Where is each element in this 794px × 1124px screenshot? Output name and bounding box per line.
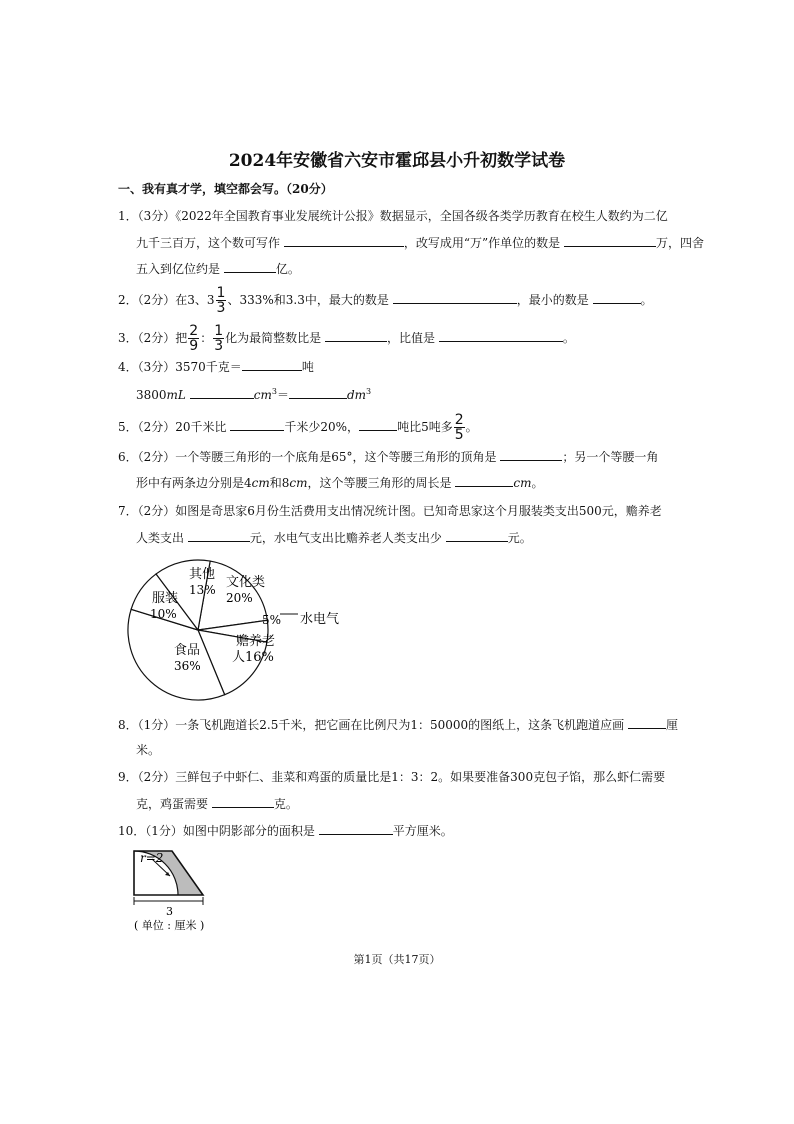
q3-blank-value[interactable] (439, 329, 563, 342)
q1-text: 亿。 (275, 262, 300, 276)
q1-blank-number[interactable] (284, 234, 404, 247)
unit-caption: ( 单位 : 厘米 ) (134, 919, 205, 932)
q3-text: 化为最简整数比是 (225, 331, 322, 345)
section-heading: 一、我有真才学，填空都会写。（20分） (118, 182, 333, 196)
q6-text: 和8 (269, 476, 290, 490)
q2-text: 。 (640, 293, 653, 307)
q2-text: 2．（2分）在3、3 (118, 293, 215, 307)
q2-blank-min[interactable] (593, 291, 641, 304)
q6-line2 (136, 474, 543, 491)
q6-text: ；另一个等腰一角 (562, 450, 659, 464)
q3-fraction-1: $\frac{2}{9}$ (189, 323, 199, 354)
q7-text: 人类支出 (136, 531, 185, 545)
q6-text: ，这个等腰三角形的周长是 (307, 476, 452, 490)
q5-text: 吨比5吨多 (397, 420, 453, 434)
q5-line (118, 413, 478, 442)
base-label: 3 (166, 905, 173, 918)
q4-sup: 3 (271, 387, 277, 396)
label-other: 其他 (189, 567, 216, 582)
page-footer: 第1页（共17页） (353, 953, 441, 966)
q3-line (118, 324, 575, 353)
q4-unit: cm (253, 388, 272, 402)
label-food-pct: 36% (174, 659, 201, 673)
label-culture-pct: 20% (226, 591, 253, 605)
page-title: 2024年安徽省六安市霍邱县小升初数学试卷 (228, 151, 566, 171)
q7-blank-elder[interactable] (188, 529, 250, 542)
q4-unit: dm (346, 388, 367, 402)
q4-blank-ton[interactable] (242, 358, 302, 371)
q4-line2 (136, 384, 371, 403)
q6-unit: cm (251, 476, 270, 490)
q3-text: 3．（2分）把 (118, 331, 188, 345)
q10-blank[interactable] (319, 822, 393, 835)
label-clothes-pct: 10% (150, 607, 177, 621)
q2-fraction: $\frac{1}{3}$ (216, 285, 226, 316)
q7-line2 (136, 529, 532, 546)
q3-text: 。 (562, 331, 575, 345)
q10-text: 平方厘米。 (392, 824, 453, 838)
q1-blank-yi[interactable] (224, 260, 276, 273)
q1-line3 (136, 260, 300, 277)
q4-text: 4．（3分）3570千克＝ (118, 360, 242, 374)
q5-text: 。 (465, 420, 478, 434)
q10-text: 10．（1分）如图中阴影部分的面积是 (118, 824, 315, 838)
q5-blank-ton[interactable] (359, 418, 397, 431)
label-culture: 文化类 (226, 575, 266, 590)
q8-line1 (118, 716, 678, 733)
q6-text: 6．（2分）一个等腰三角形的一个底角是65°，这个等腰三角形的顶角是 (118, 450, 497, 464)
q4-unit: mL (166, 388, 186, 402)
q4-blank-cm3[interactable] (190, 386, 254, 399)
q3-text: ，比值是 (386, 331, 435, 345)
q6-text: 。 (531, 476, 544, 490)
q6-blank-angle[interactable] (500, 448, 562, 461)
label-clothes: 服装 (152, 591, 179, 606)
q1-text: 五入到亿位约是 (136, 262, 221, 276)
label-utility: 水电气 (300, 612, 340, 627)
q9-line1: 9．（2分）三鲜包子中虾仁、韭菜和鸡蛋的质量比是1：3：2。如果要准备300克包子馅，那么虾仁需要 (118, 770, 666, 784)
q7-blank-diff[interactable] (446, 529, 508, 542)
trapezoid-figure (130, 845, 230, 933)
q4-text: 3800 (136, 388, 167, 402)
q7-text: 元，水电气支出比赡养老人类支出少 (249, 531, 442, 545)
q3-sep: ： (200, 331, 213, 345)
q5-text: 千米少20%， (284, 420, 360, 434)
q3-blank-ratio[interactable] (325, 329, 387, 342)
pie-chart (126, 552, 366, 712)
radius-label: r=2 (140, 851, 164, 865)
q4-blank-dm3[interactable] (289, 386, 347, 399)
q2-blank-max[interactable] (393, 291, 517, 304)
q10-line (118, 822, 453, 839)
q1-text: ，改写成用“万”作单位的数是 (403, 236, 561, 250)
q2-text: 、333%和3.3中，最大的数是 (227, 293, 389, 307)
label-elder-2: 人16% (232, 650, 274, 665)
label-elder-1: 赡养老 (236, 634, 276, 649)
q9-text: 克。 (273, 797, 298, 811)
q7-text: 元。 (507, 531, 532, 545)
q1-text: 九千三百万，这个数可写作 (136, 236, 281, 250)
q6-blank-perimeter[interactable] (455, 474, 513, 487)
q1-blank-wan[interactable] (564, 234, 656, 247)
q9-line2 (136, 795, 298, 812)
q1-line2 (136, 234, 704, 251)
q8-blank[interactable] (628, 716, 666, 729)
q9-text: 克，鸡蛋需要 (136, 797, 209, 811)
q1-line1: 1．（3分）《2022年全国教育事业发展统计公报》数据显示，全国各级各类学历教育在校生人数约为二亿 (118, 209, 668, 223)
q5-text: 5．（2分）20千米比 (118, 420, 227, 434)
q9-blank-egg[interactable] (212, 795, 274, 808)
q4-text: 吨 (301, 360, 314, 374)
q5-fraction: $\frac{2}{5}$ (454, 412, 464, 443)
label-other-pct: 13% (189, 583, 216, 597)
q6-line1 (118, 448, 658, 465)
label-utility-pct: 5% (262, 613, 282, 627)
q6-text: 形中有两条边分别是4 (136, 476, 252, 490)
q8-text: 厘 (666, 718, 679, 732)
q4-eq: ＝ (276, 388, 289, 402)
q3-fraction-2: $\frac{1}{3}$ (214, 323, 224, 354)
q6-unit: cm (513, 476, 532, 490)
q7-line1: 7．（2分）如图是奇思家6月份生活费用支出情况统计图。已知奇思家这个月服装类支出500元，赡养老 (118, 504, 662, 518)
q2-line (118, 286, 653, 315)
q5-blank-km[interactable] (230, 418, 284, 431)
q6-unit: cm (289, 476, 308, 490)
q2-text: ，最小的数是 (516, 293, 589, 307)
q4-sup: 3 (366, 387, 372, 396)
q1-text: 万，四舍 (655, 236, 704, 250)
q8-text: 8．（1分）一条飞机跑道长2.5千米，把它画在比例尺为1：50000的图纸上，这条飞机跑道应画 (118, 718, 625, 732)
q4-line1 (118, 358, 314, 375)
q8-line2: 米。 (136, 743, 161, 757)
label-food: 食品 (174, 643, 201, 658)
